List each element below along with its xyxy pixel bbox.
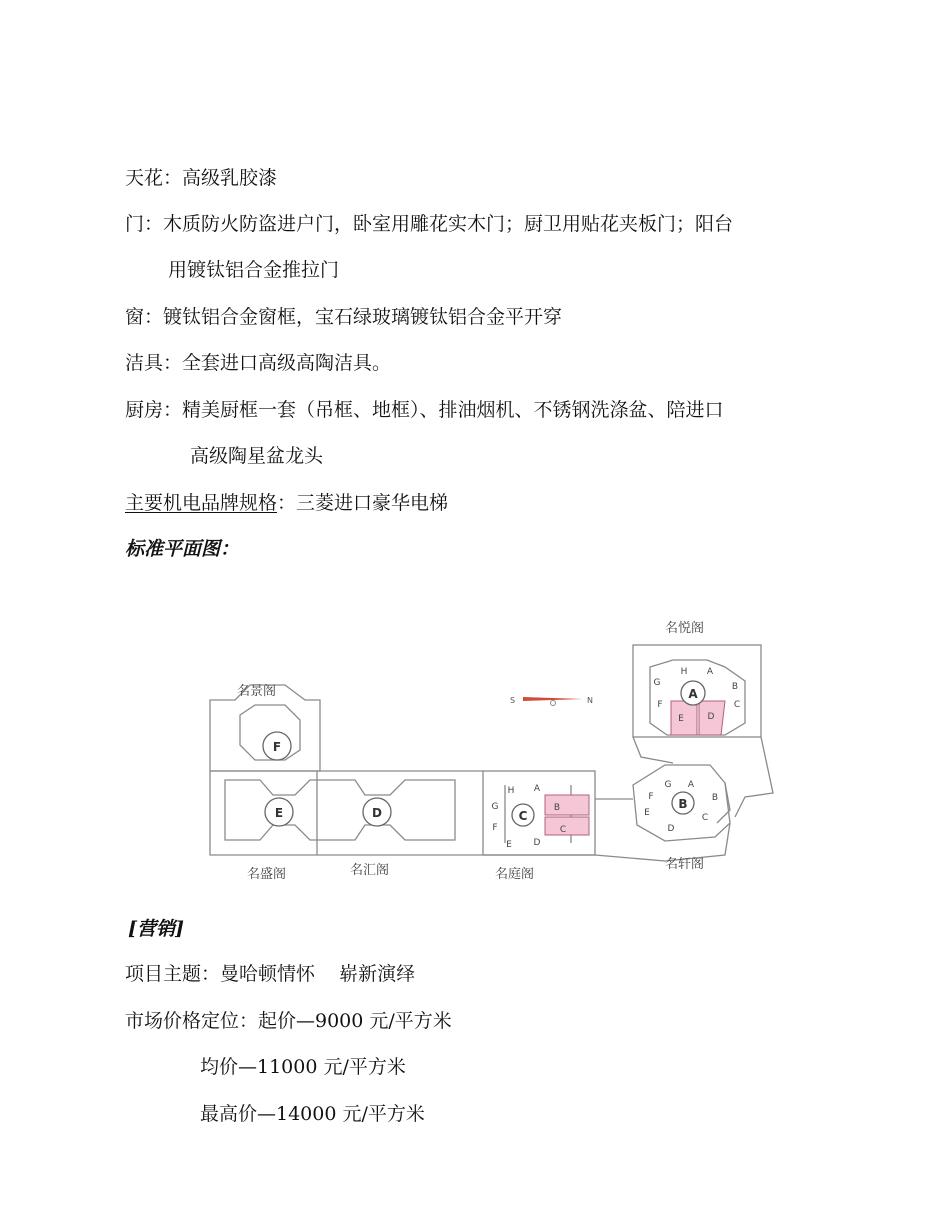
unit-label-b-c: C xyxy=(701,813,709,823)
unit-label-c-g: G xyxy=(491,802,499,812)
elevator-label: 主要机电品牌规格 xyxy=(125,492,278,514)
unit-label-c-e: E xyxy=(506,840,512,850)
unit-label-a-d: D xyxy=(707,712,715,722)
elevator-value: ：三菱进口豪华电梯 xyxy=(277,492,449,514)
compass-north: N xyxy=(587,696,593,705)
compass xyxy=(510,696,593,706)
spec-window: 窗：镀钛铝合金窗框，宝石绿玻璃镀钛铝合金平开穿 xyxy=(125,306,563,328)
unit-label-a-b: B xyxy=(731,682,739,692)
unit-label-b-a: A xyxy=(687,780,695,790)
highlighted-units xyxy=(545,701,725,835)
unit-label-c-d: D xyxy=(533,838,541,848)
unit-label-a-c: C xyxy=(733,700,741,710)
unit-label-b-b: B xyxy=(711,793,719,803)
compass-south: S xyxy=(510,696,516,705)
spec-door: 门：木质防火防盗进户门，卧室用雕花实木门；厨卫用贴花夹板门；阳台 xyxy=(125,213,734,235)
plan-heading: 标准平面图： xyxy=(125,538,240,560)
spec-elevator xyxy=(125,491,448,515)
marketing-heading: [营销] xyxy=(128,918,184,940)
unit-label-b-f: F xyxy=(648,792,654,802)
tower-a: A xyxy=(688,687,698,701)
unit-a-e xyxy=(671,701,697,735)
unit-label-c-h: H xyxy=(507,786,515,796)
unit-label-a-g: G xyxy=(653,678,661,688)
unit-label-b-d: D xyxy=(667,824,675,834)
label-mingsheng: 名盛阁 xyxy=(247,867,287,882)
standard-floor-plan xyxy=(205,605,795,890)
price-start: 市场价格定位：起价—9000 元/平方米 xyxy=(125,1010,452,1032)
label-mingyue: 名悦阁 xyxy=(665,621,705,636)
tower-e: E xyxy=(274,806,284,820)
unit-label-a-e: E xyxy=(678,714,684,724)
spec-sanitary: 洁具：全套进口高级高陶洁具。 xyxy=(125,352,392,374)
price-average: 均价—11000 元/平方米 xyxy=(200,1056,406,1078)
unit-c-b xyxy=(545,795,589,815)
tower-d: D xyxy=(372,806,382,820)
tower-c: C xyxy=(518,809,528,823)
unit-label-c-a: A xyxy=(533,784,541,794)
unit-label-a-f: F xyxy=(657,700,663,710)
label-mingxuan: 名轩阁 xyxy=(665,857,705,872)
spec-door-cont: 用镀钛铝合金推拉门 xyxy=(168,259,340,281)
tower-b: B xyxy=(678,797,688,811)
unit-label-b-g: G xyxy=(664,780,672,790)
unit-label-c-c: C xyxy=(559,825,567,835)
unit-label-c-f: F xyxy=(492,823,498,833)
tower-hubs xyxy=(263,681,705,826)
unit-label-b-e: E xyxy=(644,808,650,818)
unit-label-c-b: B xyxy=(553,803,561,813)
price-max: 最高价—14000 元/平方米 xyxy=(200,1103,425,1125)
unit-label-a-a: A xyxy=(706,667,714,677)
label-mingjing: 名景阁 xyxy=(237,684,277,699)
spec-kitchen: 厨房：精美厨框一套（吊框、地框）、排油烟机、不锈钢洗涤盆、陪进口 xyxy=(125,399,724,421)
tower-f: F xyxy=(272,740,282,754)
unit-c-c xyxy=(545,817,589,835)
marketing-theme: 项目主题：曼哈顿情怀 崭新演绎 xyxy=(125,963,416,985)
label-minghui: 名汇阁 xyxy=(350,863,390,878)
spec-ceiling: 天花：高级乳胶漆 xyxy=(125,167,278,189)
spec-kitchen-cont: 高级陶星盆龙头 xyxy=(190,445,324,467)
unit-label-a-h: H xyxy=(680,667,688,677)
label-mingting: 名庭阁 xyxy=(495,867,535,882)
